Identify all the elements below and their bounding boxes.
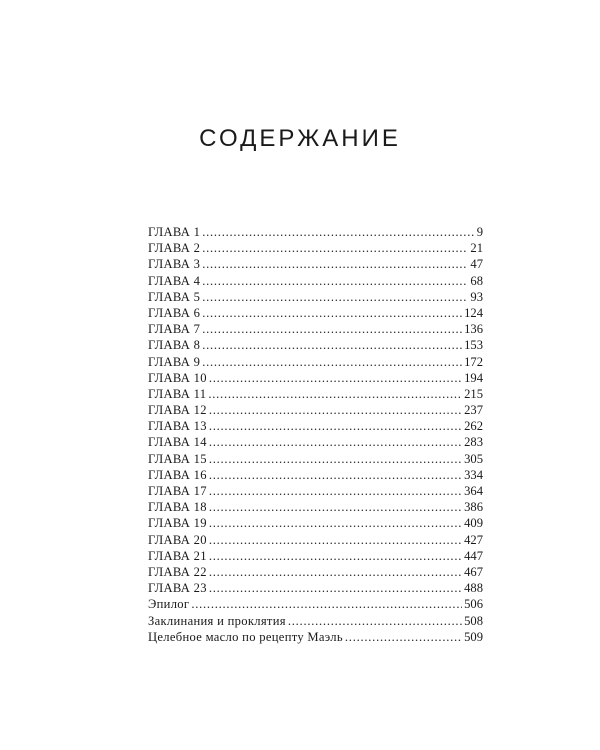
page-title: СОДЕРЖАНИЕ: [199, 125, 401, 152]
toc-entry: [148, 273, 483, 289]
dot-leader: [202, 321, 462, 337]
dot-leader: [209, 515, 462, 531]
toc-entry-label: ГЛАВА 19: [148, 516, 207, 531]
toc-entry: [148, 499, 483, 515]
toc-entry-label: ГЛАВА 10: [148, 370, 207, 385]
toc-entry: [148, 451, 483, 467]
toc-entry-label: ГЛАВА 15: [148, 451, 207, 466]
toc-entry-page-number: 194: [464, 370, 483, 385]
dot-leader: [209, 483, 462, 499]
dot-leader: [202, 337, 462, 353]
dot-leader: [209, 548, 462, 564]
dot-leader: [191, 596, 462, 612]
toc-entry-label: ГЛАВА 22: [148, 564, 207, 579]
toc-entry-label: Заклинания и проклятия: [148, 613, 286, 628]
toc-entry-label: ГЛАВА 18: [148, 500, 207, 515]
dot-leader: [209, 451, 462, 467]
toc-entry: [148, 354, 483, 370]
toc-entry: [148, 224, 483, 240]
toc-entry-label: ГЛАВА 17: [148, 484, 207, 498]
toc-entry-label: ГЛАВА 7: [148, 322, 201, 337]
toc-entry-label: Эпилог: [148, 597, 190, 612]
toc-entry: [148, 515, 483, 531]
toc-entry-label: ГЛАВА 12: [148, 403, 207, 418]
toc-entry-label: ГЛАВА 23: [148, 581, 207, 596]
toc-entry: [148, 370, 483, 386]
toc-entry: [148, 580, 483, 596]
dot-leader: [209, 370, 462, 386]
toc-entry: [148, 402, 483, 418]
toc-entry-page-number: 447: [464, 548, 483, 563]
dot-leader: [209, 434, 462, 450]
dot-leader: [202, 305, 462, 321]
toc-entry-label: ГЛАВА 9: [148, 354, 201, 369]
toc-entry-page-number: 506: [464, 597, 483, 612]
toc-entry-page-number: 172: [464, 354, 483, 369]
toc-entry: [148, 532, 483, 548]
toc-entry-page-number: 237: [464, 403, 483, 418]
toc-entry-label: ГЛАВА 8: [148, 338, 201, 353]
toc-entry-label: ГЛАВА 4: [148, 273, 201, 288]
table-of-contents: [148, 224, 483, 645]
toc-entry-page-number: 283: [464, 435, 483, 450]
toc-entry: [148, 240, 483, 256]
toc-entry-page-number: 47: [470, 257, 483, 272]
toc-entry: [148, 418, 483, 434]
toc-entry: [148, 321, 483, 337]
toc-entry-page-number: 305: [464, 451, 483, 466]
toc-entry-page-number: 427: [464, 532, 483, 547]
toc-entry: [148, 256, 483, 272]
dot-leader: [209, 532, 462, 548]
toc-entry-label: ГЛАВА 11: [148, 386, 207, 401]
toc-entry-page-number: 334: [464, 467, 483, 482]
toc-entry-label: ГЛАВА 13: [148, 419, 207, 434]
toc-entry-label: ГЛАВА 21: [148, 548, 207, 563]
toc-entry-page-number: 488: [464, 581, 483, 596]
toc-entry-label: ГЛАВА 2: [148, 241, 201, 256]
toc-entry-page-number: 215: [464, 386, 483, 401]
dot-leader: [209, 418, 462, 434]
dot-leader: [288, 613, 462, 629]
toc-entry-page-number: 509: [464, 629, 483, 644]
toc-entry-label: ГЛАВА 3: [148, 257, 201, 272]
toc-entry: [148, 596, 483, 612]
toc-entry: [148, 386, 483, 402]
dot-leader: [345, 629, 462, 645]
toc-entry-page-number: 21: [470, 241, 483, 256]
toc-entry-label: ГЛАВА 5: [148, 289, 201, 304]
dot-leader: [202, 354, 462, 370]
toc-entry-page-number: 386: [464, 500, 483, 515]
toc-entry: [148, 289, 483, 305]
dot-leader: [208, 386, 462, 402]
toc-entry: [148, 467, 483, 483]
dot-leader: [202, 289, 468, 305]
toc-entry-label: ГЛАВА 1: [148, 225, 201, 239]
toc-entry: [148, 548, 483, 564]
dot-leader: [209, 402, 462, 418]
toc-entry: [148, 613, 483, 629]
dot-leader: [202, 256, 468, 272]
toc-entry: [148, 434, 483, 450]
toc-entry-page-number: 9: [476, 225, 483, 239]
toc-entry: [148, 629, 483, 645]
toc-entry-label: ГЛАВА 14: [148, 435, 207, 450]
dot-leader: [202, 240, 468, 256]
dot-leader: [209, 564, 462, 580]
dot-leader: [209, 467, 462, 483]
toc-entry-page-number: 508: [464, 613, 483, 628]
toc-entry-page-number: 124: [464, 305, 483, 320]
toc-entry-page-number: 409: [464, 516, 483, 531]
toc-entry-page-number: 153: [464, 338, 483, 353]
toc-entry-page-number: 467: [464, 564, 483, 579]
toc-entry: [148, 564, 483, 580]
dot-leader: [209, 580, 462, 596]
toc-entry: [148, 337, 483, 353]
dot-leader: [202, 273, 468, 289]
toc-entry-page-number: 364: [464, 484, 483, 498]
toc-entry-page-number: 136: [464, 322, 483, 337]
dot-leader: [209, 499, 462, 515]
toc-entry-page-number: 262: [464, 419, 483, 434]
toc-entry: [148, 483, 483, 499]
dot-leader: [202, 224, 474, 240]
toc-entry-label: ГЛАВА 20: [148, 532, 207, 547]
toc-entry: [148, 305, 483, 321]
toc-entry-page-number: 68: [470, 273, 483, 288]
toc-entry-page-number: 93: [470, 289, 483, 304]
toc-entry-label: ГЛАВА 16: [148, 467, 207, 482]
toc-entry-label: Целебное масло по рецепту Маэль: [148, 629, 343, 644]
toc-entry-label: ГЛАВА 6: [148, 305, 201, 320]
